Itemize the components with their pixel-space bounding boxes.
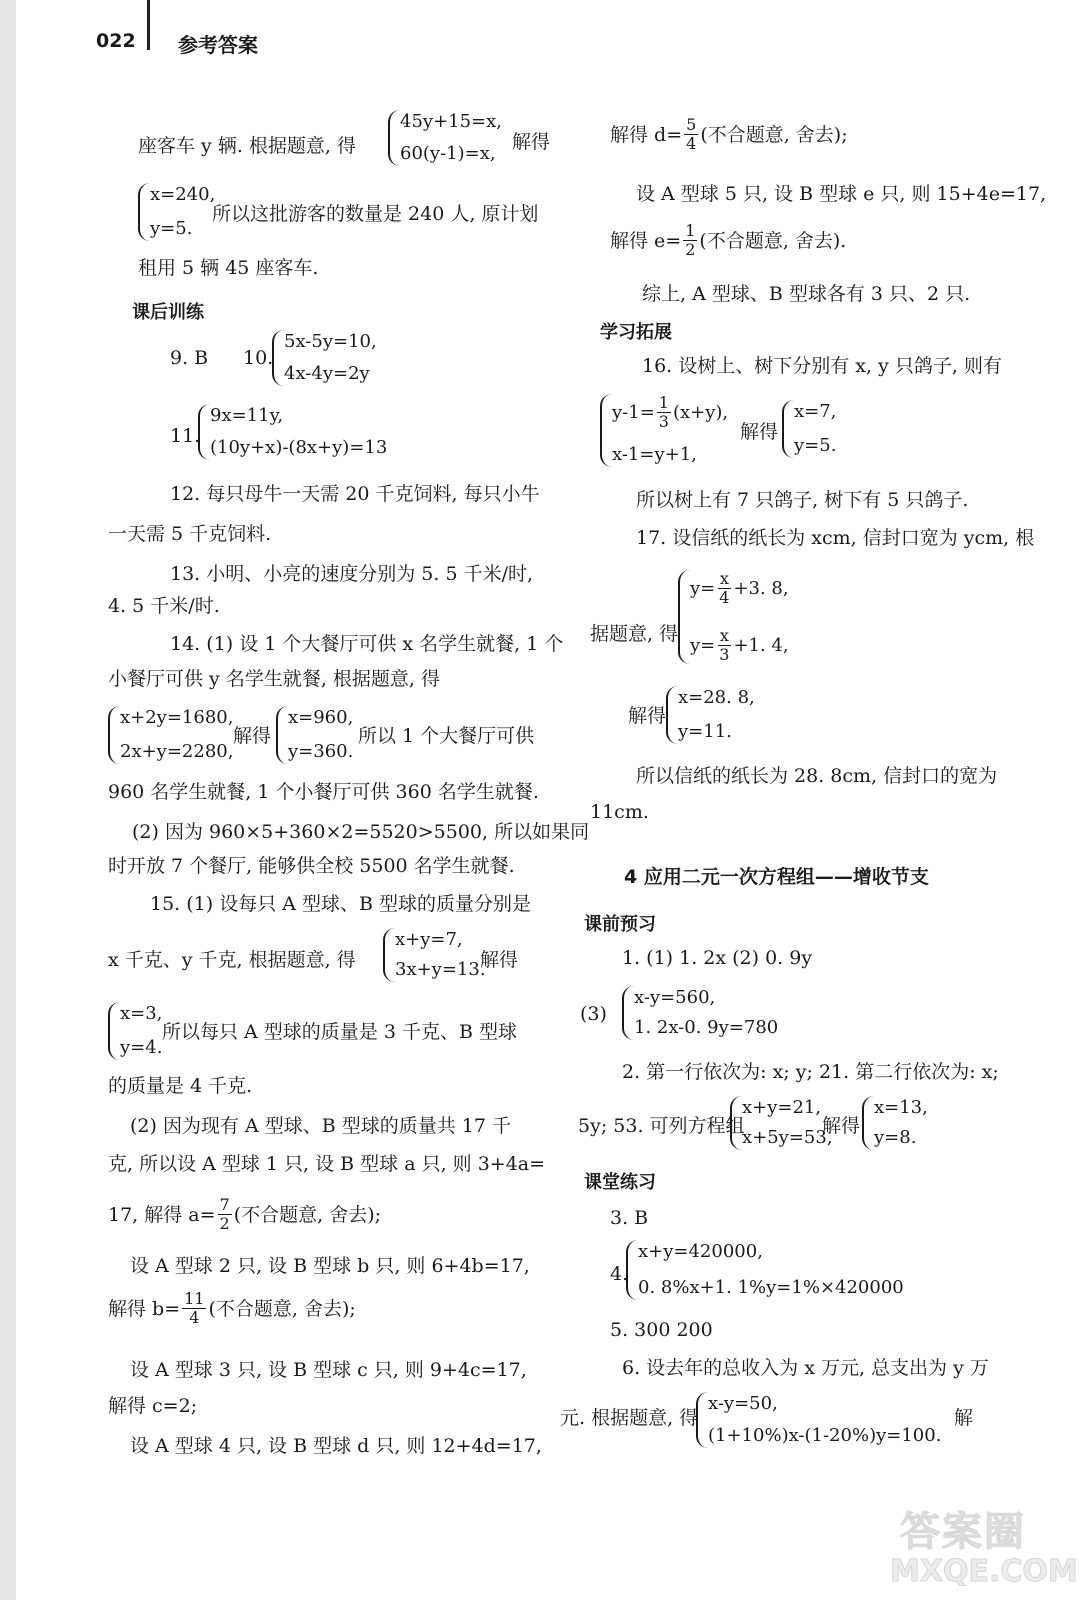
answer-line: 16. 设树上、树下分别有 x, y 只鸽子, 则有	[642, 355, 1002, 377]
text-fragment: 解得 b=	[108, 1297, 181, 1320]
equation	[690, 627, 789, 664]
text-line: 解得	[628, 705, 667, 727]
fraction-denominator: 4	[189, 1308, 200, 1327]
answer-line: 一天需 5 千克饲料.	[108, 523, 272, 545]
answer-line: x 千克、y 千克, 根据题意, 得	[108, 949, 356, 971]
equation: 60(y-1)=x,	[400, 143, 496, 164]
watermark-url: MXQE.COM	[890, 1554, 1078, 1589]
text-fragment: (不合题意, 舍去);	[700, 123, 848, 146]
header-divider	[147, 0, 150, 50]
fraction-denominator: 2	[685, 240, 696, 259]
text-fragment: +1. 4,	[733, 634, 789, 656]
answer-line: 4.	[610, 1263, 629, 1285]
equation	[690, 570, 789, 607]
text-fragment: 17, 解得 a=	[108, 1203, 216, 1226]
text-line: 元. 根据题意, 得	[560, 1407, 699, 1429]
answer-line: 小餐厅可供 y 名学生就餐, 根据题意, 得	[108, 668, 440, 690]
text-fragment: (不合题意, 舍去).	[699, 229, 847, 252]
text-line: 所以这批游客的数量是 240 人, 原计划	[212, 203, 539, 225]
equation-system	[626, 1240, 904, 1300]
answer-line	[610, 116, 848, 153]
answer-line: 设 A 型球 3 只, 设 B 型球 c 只, 则 9+4c=17,	[130, 1359, 527, 1381]
answer-line: 设 A 型球 5 只, 设 B 型球 e 只, 则 15+4e=17,	[636, 183, 1047, 205]
fraction-numerator: x	[719, 626, 729, 645]
fraction	[182, 1290, 206, 1327]
equation-system	[138, 183, 215, 241]
text-fragment: y-1=	[612, 401, 655, 423]
equation-system	[622, 986, 778, 1040]
answer-line: 3. B	[610, 1207, 649, 1229]
equation: (1+10%)x-(1-20%)y=100.	[708, 1425, 942, 1446]
text-fragment: (不合题意, 舍去);	[233, 1203, 382, 1226]
answer-line: 克, 所以设 A 型球 1 只, 设 B 型球 a 只, 则 3+4a=	[108, 1153, 546, 1175]
page-number: 022	[96, 30, 136, 52]
equation-system	[272, 330, 377, 386]
answer-line: 6. 设去年的总收入为 x 万元, 总支出为 y 万	[622, 1357, 989, 1379]
equation: x-y=560,	[634, 987, 716, 1008]
fraction-numerator: 1	[658, 393, 669, 412]
answer-line: 综上, A 型球、B 型球各有 3 只、2 只.	[642, 283, 971, 305]
equation-system	[666, 686, 755, 744]
watermark-logo	[890, 1500, 1078, 1592]
equation: x-y=50,	[708, 1393, 778, 1414]
equation: 5x-5y=10,	[284, 331, 377, 352]
section-heading: 课前预习	[584, 914, 656, 935]
equation: 0. 8%x+1. 1%y=1%×420000	[638, 1277, 904, 1298]
equation: y=5.	[794, 435, 837, 456]
text-line: 解得	[740, 421, 779, 443]
fraction-numerator: 1	[685, 221, 696, 240]
equation-system	[600, 394, 728, 467]
fraction	[683, 222, 697, 259]
equation: 2x+y=2280,	[120, 741, 234, 762]
answer-line: 设 A 型球 4 只, 设 B 型球 d 只, 则 12+4d=17,	[130, 1435, 542, 1457]
equation: y=8.	[874, 1127, 917, 1148]
text-fragment: 解得 e=	[610, 229, 682, 252]
answer-line: (2) 因为现有 A 型球、B 型球的质量共 17 千	[130, 1115, 512, 1137]
section-heading: 课后训练	[132, 302, 204, 323]
equation: x+y=420000,	[638, 1241, 763, 1262]
equation: y=4.	[120, 1037, 163, 1058]
text-fragment: +3. 8,	[733, 577, 789, 599]
page-title: 参考答案	[178, 33, 258, 57]
equation: 4x-4y=2y	[284, 363, 370, 384]
fraction-denominator: 3	[658, 412, 669, 431]
equation: 3x+y=13.	[395, 959, 486, 980]
equation: y=5.	[150, 218, 193, 239]
equation-system	[388, 110, 502, 166]
equation: x+2y=1680,	[120, 707, 234, 728]
section-heading: 学习拓展	[600, 322, 672, 343]
equation: x=7,	[794, 401, 837, 422]
equation: 9x=11y,	[210, 405, 284, 426]
text-fragment: (不合题意, 舍去);	[208, 1297, 356, 1320]
answer-line: 5. 300 200	[610, 1319, 713, 1341]
equation: 1. 2x-0. 9y=780	[634, 1017, 779, 1038]
equation: 45y+15=x,	[400, 111, 503, 132]
equation-system	[276, 706, 353, 764]
answer-line: 2. 第一行依次为: x; y; 21. 第二行依次为: x;	[622, 1061, 999, 1083]
page-binding-edge	[0, 0, 16, 1600]
answer-line: (2) 因为 960×5+360×2=5520>5500, 所以如果同	[132, 821, 590, 843]
answer-line: 解得 c=2;	[108, 1395, 198, 1417]
answer-line: 14. (1) 设 1 个大餐厅可供 x 名学生就餐, 1 个	[170, 633, 564, 655]
answer-line: 4. 5 千米/时.	[108, 595, 220, 617]
fraction-denominator: 4	[686, 134, 697, 153]
equation: y=11.	[678, 721, 732, 742]
fraction-denominator: 4	[719, 588, 730, 607]
answer-line: 11cm.	[590, 801, 649, 823]
answer-line: 所以树上有 7 只鸽子, 树下有 5 只鸽子.	[636, 489, 969, 511]
fraction-numerator: x	[719, 569, 729, 588]
text-line: 解得	[480, 949, 519, 971]
equation: x+y=21,	[742, 1097, 822, 1118]
text-line: 5y; 53. 可列方程组	[578, 1115, 745, 1137]
answer-line: 10.	[243, 347, 274, 369]
watermark-text: 答案圈	[900, 1509, 1026, 1555]
equation-system	[730, 1096, 833, 1150]
fraction	[657, 394, 671, 431]
equation: x=960,	[288, 707, 354, 728]
equation: x+5y=53,	[742, 1127, 833, 1148]
equation	[612, 394, 728, 431]
text-fragment: y=	[690, 577, 716, 599]
answer-line	[610, 222, 846, 259]
answer-line: (3)	[580, 1003, 607, 1025]
text-line: 据题意, 得	[590, 623, 679, 645]
equation-system	[696, 1392, 941, 1448]
text-line: 解	[954, 1407, 974, 1429]
fraction	[717, 570, 731, 607]
fraction-denominator: 3	[719, 645, 730, 664]
equation: x=28. 8,	[678, 687, 755, 708]
answer-line: 设 A 型球 2 只, 设 B 型球 b 只, 则 6+4b=17,	[130, 1255, 530, 1277]
answer-line: 13. 小明、小亮的速度分别为 5. 5 千米/时,	[170, 563, 534, 585]
equation-system	[108, 1002, 162, 1060]
equation-system	[862, 1096, 928, 1150]
answer-line: 11.	[170, 425, 201, 447]
text-line: 座客车 y 辆. 根据题意, 得	[138, 135, 356, 157]
text-fragment: (x+y),	[672, 401, 729, 423]
equation: x+y=7,	[395, 929, 463, 950]
fraction	[684, 116, 698, 153]
equation: x=3,	[120, 1003, 163, 1024]
text-fragment: y=	[690, 634, 716, 656]
text-line: 所以每只 A 型球的质量是 3 千克、B 型球	[162, 1021, 517, 1043]
answer-line	[108, 1290, 356, 1327]
fraction	[717, 627, 731, 664]
fraction-numerator: 11	[184, 1289, 205, 1308]
text-line: 解得	[512, 131, 551, 153]
equation: x-1=y+1,	[612, 444, 697, 465]
fraction	[218, 1196, 232, 1233]
section-title: 4 应用二元一次方程组——增收节支	[624, 866, 929, 888]
equation: (10y+x)-(8x+y)=13	[210, 437, 388, 458]
text-fragment: 解得 d=	[610, 123, 683, 146]
text-line: 解得	[822, 1115, 861, 1137]
answer-line: 所以信纸的纸长为 28. 8cm, 信封口的宽为	[636, 765, 998, 787]
equation-system	[383, 928, 486, 982]
answer-line: 9. B	[170, 347, 209, 369]
equation-system	[108, 706, 233, 764]
equation: y=360.	[288, 741, 354, 762]
answer-line: 15. (1) 设每只 A 型球、B 型球的质量分别是	[150, 893, 532, 915]
answer-line: 17. 设信纸的纸长为 xcm, 信封口宽为 ycm, 根	[636, 527, 1035, 549]
text-line: 解得	[233, 725, 272, 747]
answer-line	[108, 1196, 381, 1233]
fraction-numerator: 7	[219, 1195, 230, 1214]
section-heading: 课堂练习	[584, 1172, 656, 1193]
answer-line: 1. (1) 1. 2x (2) 0. 9y	[622, 947, 813, 969]
text-line: 租用 5 辆 45 座客车.	[138, 257, 319, 279]
answer-line: 960 名学生就餐, 1 个小餐厅可供 360 名学生就餐.	[108, 781, 539, 803]
answer-line: 12. 每只母牛一天需 20 千克饲料, 每只小牛	[170, 483, 540, 505]
answer-line: 时开放 7 个餐厅, 能够供全校 5500 名学生就餐.	[108, 855, 515, 877]
equation-system	[782, 400, 836, 458]
equation-system	[198, 404, 387, 460]
fraction-numerator: 5	[686, 115, 697, 134]
equation-system	[678, 570, 789, 664]
text-line: 所以 1 个大餐厅可供	[358, 725, 535, 747]
answer-line: 的质量是 4 千克.	[108, 1075, 253, 1097]
equation: x=13,	[874, 1097, 928, 1118]
fraction-denominator: 2	[219, 1214, 230, 1233]
equation: x=240,	[150, 184, 216, 205]
